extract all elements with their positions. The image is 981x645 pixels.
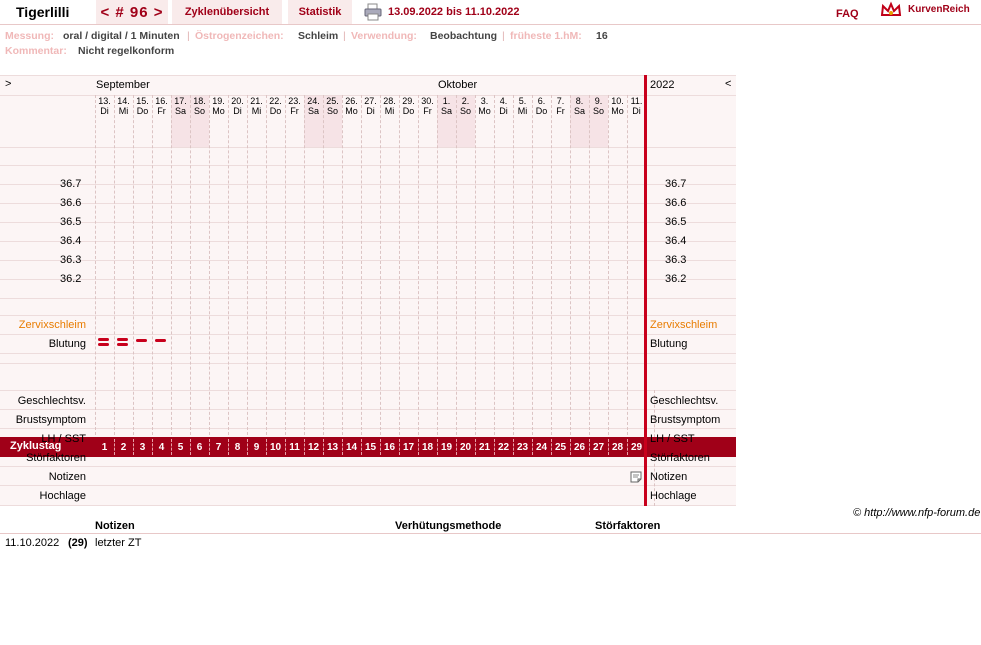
grid-vline	[342, 95, 343, 435]
chart-nav-left[interactable]: >	[5, 78, 12, 90]
day-date: 7.	[556, 96, 565, 106]
day-date: 17.	[174, 96, 187, 106]
bleeding-mark-light	[155, 339, 166, 342]
day-date: 13.	[98, 96, 111, 106]
day-weekday: Mo	[212, 106, 225, 116]
earliest-label: früheste 1.hM:	[510, 30, 582, 42]
cycle-day-divider	[114, 439, 115, 455]
grid-vline	[171, 95, 172, 435]
day-date: 4.	[499, 96, 508, 106]
cycle-day-cell[interactable]: 17	[402, 441, 415, 453]
row-label-right-5: Hochlage	[650, 490, 697, 502]
day-header-cell	[418, 96, 437, 116]
day-header-cell	[513, 96, 532, 116]
row-label-right-0: Geschlechtsv.	[650, 395, 719, 407]
day-header-cell	[266, 96, 285, 116]
bleeding-mark-strong	[117, 338, 128, 341]
day-weekday: So	[459, 106, 471, 116]
grid-vline	[475, 95, 476, 435]
cycle-day-cell[interactable]: 3	[139, 441, 146, 453]
note-date: 11.10.2022	[5, 537, 60, 549]
temp-label-right: 36.2	[665, 273, 687, 285]
day-weekday: Sa	[307, 106, 319, 116]
day-header-cell	[209, 96, 228, 116]
grid-vline	[152, 95, 153, 435]
cycle-day-divider	[456, 439, 457, 455]
day-date: 19.	[212, 96, 225, 106]
row-label-bleeding: Blutung	[48, 338, 86, 350]
row-label-2: LH / SST	[41, 433, 86, 445]
day-date: 10.	[611, 96, 624, 106]
cycle-chart	[0, 75, 736, 506]
day-date: 2.	[461, 96, 470, 106]
grid-vline	[266, 95, 267, 435]
cycle-day-cell[interactable]: 12	[307, 441, 320, 453]
cycle-day-divider	[551, 439, 552, 455]
cycle-day-divider	[380, 439, 381, 455]
day-date: 15.	[136, 96, 149, 106]
day-header-cell	[152, 96, 171, 116]
row-label-right-1: Brustsymptom	[650, 414, 721, 426]
grid-hline	[0, 203, 736, 204]
cycle-day-cell[interactable]: 10	[269, 441, 282, 453]
grid-vline	[133, 95, 134, 435]
grid-vline	[285, 95, 286, 435]
day-weekday: Di	[100, 106, 109, 116]
notes-header: Notizen	[95, 520, 135, 532]
temp-label-right: 36.3	[665, 254, 687, 266]
grid-vline	[228, 95, 229, 435]
grid-vline	[513, 95, 514, 435]
row-label-cervix: Zervixschleim	[18, 319, 86, 331]
cycle-day-cell[interactable]: 8	[234, 441, 241, 453]
cycle-day-cell[interactable]: 20	[459, 441, 472, 453]
temp-label-left: 36.5	[60, 216, 82, 228]
grid-hline	[0, 466, 736, 467]
grid-hline	[0, 241, 736, 242]
measure-label: Messung:	[5, 30, 55, 42]
grid-vline	[494, 95, 495, 435]
day-date: 30.	[421, 96, 434, 106]
cycle-day-divider	[399, 439, 400, 455]
day-date: 18.	[193, 96, 206, 106]
day-weekday: Mo	[345, 106, 358, 116]
day-header-cell	[589, 96, 608, 116]
cycle-nav-button[interactable]	[96, 0, 168, 24]
cycle-day-cell[interactable]: 24	[535, 441, 548, 453]
tab-statistics[interactable]: Statistik	[288, 0, 352, 24]
row-label-5: Hochlage	[39, 490, 86, 502]
grid-hline	[0, 334, 736, 335]
bleeding-mark-strong	[117, 343, 128, 346]
day-header-cell	[532, 96, 551, 116]
usage-value: Beobachtung	[430, 30, 498, 42]
day-header-cell	[361, 96, 380, 116]
temp-label-right: 36.4	[665, 235, 687, 247]
separator: |	[343, 30, 346, 42]
grid-hline	[0, 222, 736, 223]
cycle-day-cell[interactable]: 13	[326, 441, 339, 453]
cycle-day-cell[interactable]: 2	[120, 441, 127, 453]
earliest-value: 16	[596, 30, 608, 42]
grid-vline	[627, 95, 628, 435]
grid-vline	[304, 95, 305, 435]
grid-vline	[570, 95, 571, 435]
grid-hline	[0, 363, 736, 364]
copyright: © http://www.nfp-forum.de	[853, 507, 981, 519]
page-title: Tigerlilli	[16, 4, 70, 20]
row-label-bleeding-right: Blutung	[650, 338, 688, 350]
cycle-day-divider	[209, 439, 210, 455]
day-weekday: So	[326, 106, 338, 116]
day-weekday: Sa	[573, 106, 585, 116]
day-date: 16.	[155, 96, 168, 106]
grid-hline	[0, 165, 736, 166]
day-header-cell	[304, 96, 323, 116]
notes-divider	[0, 533, 981, 534]
grid-hline	[0, 184, 736, 185]
grid-hline	[0, 390, 736, 391]
crown-logo-icon[interactable]	[880, 1, 902, 19]
grid-vline	[418, 95, 419, 435]
temp-label-right: 36.7	[665, 178, 687, 190]
day-date: 28.	[383, 96, 396, 106]
day-date: 22.	[269, 96, 282, 106]
cycle-day-divider	[228, 439, 229, 455]
cycle-day-cell[interactable]: 5	[177, 441, 184, 453]
day-weekday: Mi	[517, 106, 528, 116]
cycle-day-cell[interactable]: 16	[383, 441, 396, 453]
cycle-day-divider	[133, 439, 134, 455]
day-date: 6.	[537, 96, 546, 106]
day-weekday: Fr	[423, 106, 432, 116]
cycle-day-divider	[304, 439, 305, 455]
day-header-cell	[190, 96, 209, 116]
cycle-day-cell[interactable]: 18	[421, 441, 434, 453]
day-header-cell	[380, 96, 399, 116]
cycle-day-divider	[266, 439, 267, 455]
grid-hline	[0, 298, 736, 299]
cycle-day-cell[interactable]: 15	[364, 441, 377, 453]
bleeding-mark-strong	[98, 343, 109, 346]
tab-cycle-overview[interactable]: Zyklenübersicht	[172, 0, 282, 24]
cycle-day-divider	[494, 439, 495, 455]
day-weekday: Mo	[478, 106, 491, 116]
row-label-right-2: LH / SST	[650, 433, 695, 445]
day-date: 20.	[231, 96, 244, 106]
note-icon[interactable]	[630, 471, 642, 483]
cycle-number[interactable]: < # 96 >	[100, 3, 164, 21]
usage-label: Verwendung:	[351, 30, 417, 42]
day-header-cell	[342, 96, 361, 116]
day-header-cell	[133, 96, 152, 116]
temp-label-left: 36.6	[60, 197, 82, 209]
method-header: Verhütungsmethode	[395, 520, 502, 532]
faq-link[interactable]: FAQ	[836, 8, 859, 20]
day-weekday: So	[193, 106, 205, 116]
day-date: 9.	[594, 96, 603, 106]
day-date: 25.	[326, 96, 339, 106]
day-date: 8.	[575, 96, 584, 106]
temp-label-left: 36.4	[60, 235, 82, 247]
grid-hline	[0, 505, 736, 506]
cycle-day-divider	[247, 439, 248, 455]
day-header-cell	[171, 96, 190, 116]
cycle-day-cell[interactable]: 6	[196, 441, 203, 453]
cycle-day-cell[interactable]: 27	[592, 441, 605, 453]
day-date: 14.	[117, 96, 130, 106]
grid-hline	[0, 353, 736, 354]
day-header-cell	[399, 96, 418, 116]
temp-label-left: 36.3	[60, 254, 82, 266]
cycle-day-divider	[513, 439, 514, 455]
grid-vline	[380, 95, 381, 435]
grid-vline	[190, 95, 191, 435]
cycle-day-cell[interactable]: 1	[101, 441, 108, 453]
comment-label: Kommentar:	[5, 45, 67, 57]
day-header-cell	[95, 96, 114, 116]
day-date: 27.	[364, 96, 377, 106]
row-label-cervix-right: Zervixschleim	[650, 319, 718, 331]
cycle-day-divider	[418, 439, 419, 455]
row-label-1: Brustsymptom	[15, 414, 86, 426]
day-weekday: Do	[402, 106, 415, 116]
chart-nav-right[interactable]: <	[725, 78, 732, 90]
comment-value: Nicht regelkonform	[78, 45, 175, 57]
cycle-day-cell[interactable]: 26	[573, 441, 586, 453]
day-header-cell	[456, 96, 475, 116]
grid-vline	[209, 95, 210, 435]
day-weekday: Do	[535, 106, 548, 116]
day-date: 11.	[630, 96, 643, 106]
row-label-4: Notizen	[48, 471, 86, 483]
day-header-cell	[114, 96, 133, 116]
cycle-day-divider	[342, 439, 343, 455]
day-date: 3.	[480, 96, 489, 106]
grid-vline	[551, 95, 552, 435]
day-date: 21.	[250, 96, 263, 106]
day-weekday: Di	[499, 106, 508, 116]
day-date: 26.	[345, 96, 358, 106]
cycle-day-divider	[437, 439, 438, 455]
grid-hline	[0, 485, 736, 486]
note-text: letzter ZT	[95, 537, 142, 549]
day-weekday: Sa	[440, 106, 452, 116]
temp-label-left: 36.7	[60, 178, 82, 190]
cycle-day-cell[interactable]: 22	[497, 441, 510, 453]
grid-hline	[0, 147, 736, 148]
grid-vline	[399, 95, 400, 435]
cycle-day-bar	[0, 437, 736, 457]
printer-icon[interactable]	[364, 3, 382, 21]
cycle-day-cell[interactable]: 29	[630, 441, 643, 453]
day-date: 29.	[402, 96, 415, 106]
grid-vline	[361, 95, 362, 435]
cycle-day-divider	[589, 439, 590, 455]
separator: |	[187, 30, 190, 42]
top-bar	[0, 0, 981, 25]
cycle-day-cell[interactable]: 4	[158, 441, 165, 453]
grid-vline	[247, 95, 248, 435]
grid-hline	[0, 75, 736, 76]
month-label-oktober: Oktober	[438, 79, 478, 91]
grid-vline	[95, 95, 96, 435]
row-label-3: Störfaktoren	[26, 452, 86, 464]
estrogen-label: Östrogenzeichen:	[195, 30, 284, 42]
cycle-day-cell[interactable]: 21	[478, 441, 491, 453]
temp-label-left: 36.2	[60, 273, 82, 285]
day-weekday: So	[592, 106, 604, 116]
day-weekday: Do	[136, 106, 149, 116]
day-header-cell	[247, 96, 266, 116]
grid-hline	[0, 315, 736, 316]
row-label-0: Geschlechtsv.	[17, 395, 86, 407]
day-header-cell	[608, 96, 627, 116]
day-date: 23.	[288, 96, 301, 106]
cycle-day-divider	[323, 439, 324, 455]
estrogen-value: Schleim	[298, 30, 339, 42]
cycle-day-cell[interactable]: 19	[440, 441, 453, 453]
cycle-day-cell[interactable]: 11	[289, 441, 300, 453]
day-date: 1.	[442, 96, 451, 106]
day-header-cell	[475, 96, 494, 116]
cycle-day-cell[interactable]: 23	[516, 441, 529, 453]
day-weekday: Mi	[251, 106, 262, 116]
grid-vline	[456, 95, 457, 435]
cycle-day-divider	[190, 439, 191, 455]
row-label-right-3: Störfaktoren	[650, 452, 710, 464]
note-cycle-day: (29)	[68, 537, 88, 549]
day-header-cell	[323, 96, 342, 116]
day-header-cell	[551, 96, 570, 116]
grid-vline	[589, 95, 590, 435]
cycle-day-divider	[361, 439, 362, 455]
day-date: 5.	[518, 96, 527, 106]
cycle-day-divider	[608, 439, 609, 455]
bleeding-mark-light	[136, 339, 147, 342]
day-date: 24.	[307, 96, 320, 106]
bleeding-mark-strong	[98, 338, 109, 341]
measure-value: oral / digital / 1 Minuten	[63, 30, 180, 42]
grid-vline	[532, 95, 533, 435]
grid-vline	[437, 95, 438, 435]
cycle-day-cell[interactable]: 28	[611, 441, 624, 453]
grid-hline	[0, 428, 736, 429]
day-weekday: Sa	[174, 106, 186, 116]
month-label-september: September	[96, 79, 150, 91]
brand-logo-text[interactable]: KurvenReich	[908, 4, 970, 15]
today-marker-line	[644, 75, 647, 506]
cycle-day-divider	[532, 439, 533, 455]
day-weekday: Mi	[118, 106, 129, 116]
day-weekday: Fr	[157, 106, 166, 116]
cycle-day-label: Zyklustag	[10, 440, 62, 452]
day-weekday: Di	[233, 106, 242, 116]
grid-hline	[0, 260, 736, 261]
cycle-day-cell[interactable]: 7	[215, 441, 222, 453]
grid-vline	[608, 95, 609, 435]
day-header-cell	[494, 96, 513, 116]
cycle-day-cell[interactable]: 9	[253, 441, 260, 453]
cycle-day-divider	[475, 439, 476, 455]
grid-hline	[0, 279, 736, 280]
day-weekday: Di	[632, 106, 641, 116]
day-weekday: Fr	[556, 106, 565, 116]
separator: |	[502, 30, 505, 42]
cycle-day-divider	[627, 439, 628, 455]
grid-hline	[0, 409, 736, 410]
temp-label-right: 36.6	[665, 197, 687, 209]
grid-vline	[323, 95, 324, 435]
day-weekday: Do	[269, 106, 282, 116]
cycle-day-divider	[570, 439, 571, 455]
cycle-day-cell[interactable]: 25	[554, 441, 567, 453]
day-header-cell	[437, 96, 456, 116]
day-header-cell	[285, 96, 304, 116]
date-range: 13.09.2022 bis 11.10.2022	[388, 6, 520, 18]
day-weekday: Fr	[290, 106, 299, 116]
day-weekday: Di	[366, 106, 375, 116]
day-weekday: Mi	[384, 106, 395, 116]
day-header-cell	[228, 96, 247, 116]
cycle-day-divider	[152, 439, 153, 455]
grid-vline	[114, 95, 115, 435]
day-header-cell	[570, 96, 589, 116]
cycle-day-cell[interactable]: 14	[345, 441, 358, 453]
day-weekday: Mo	[611, 106, 624, 116]
year-label: 2022	[650, 79, 675, 91]
cycle-day-divider	[285, 439, 286, 455]
cycle-day-divider	[171, 439, 172, 455]
disturb-header: Störfaktoren	[595, 520, 661, 532]
temp-label-right: 36.5	[665, 216, 687, 228]
row-label-right-4: Notizen	[650, 471, 688, 483]
